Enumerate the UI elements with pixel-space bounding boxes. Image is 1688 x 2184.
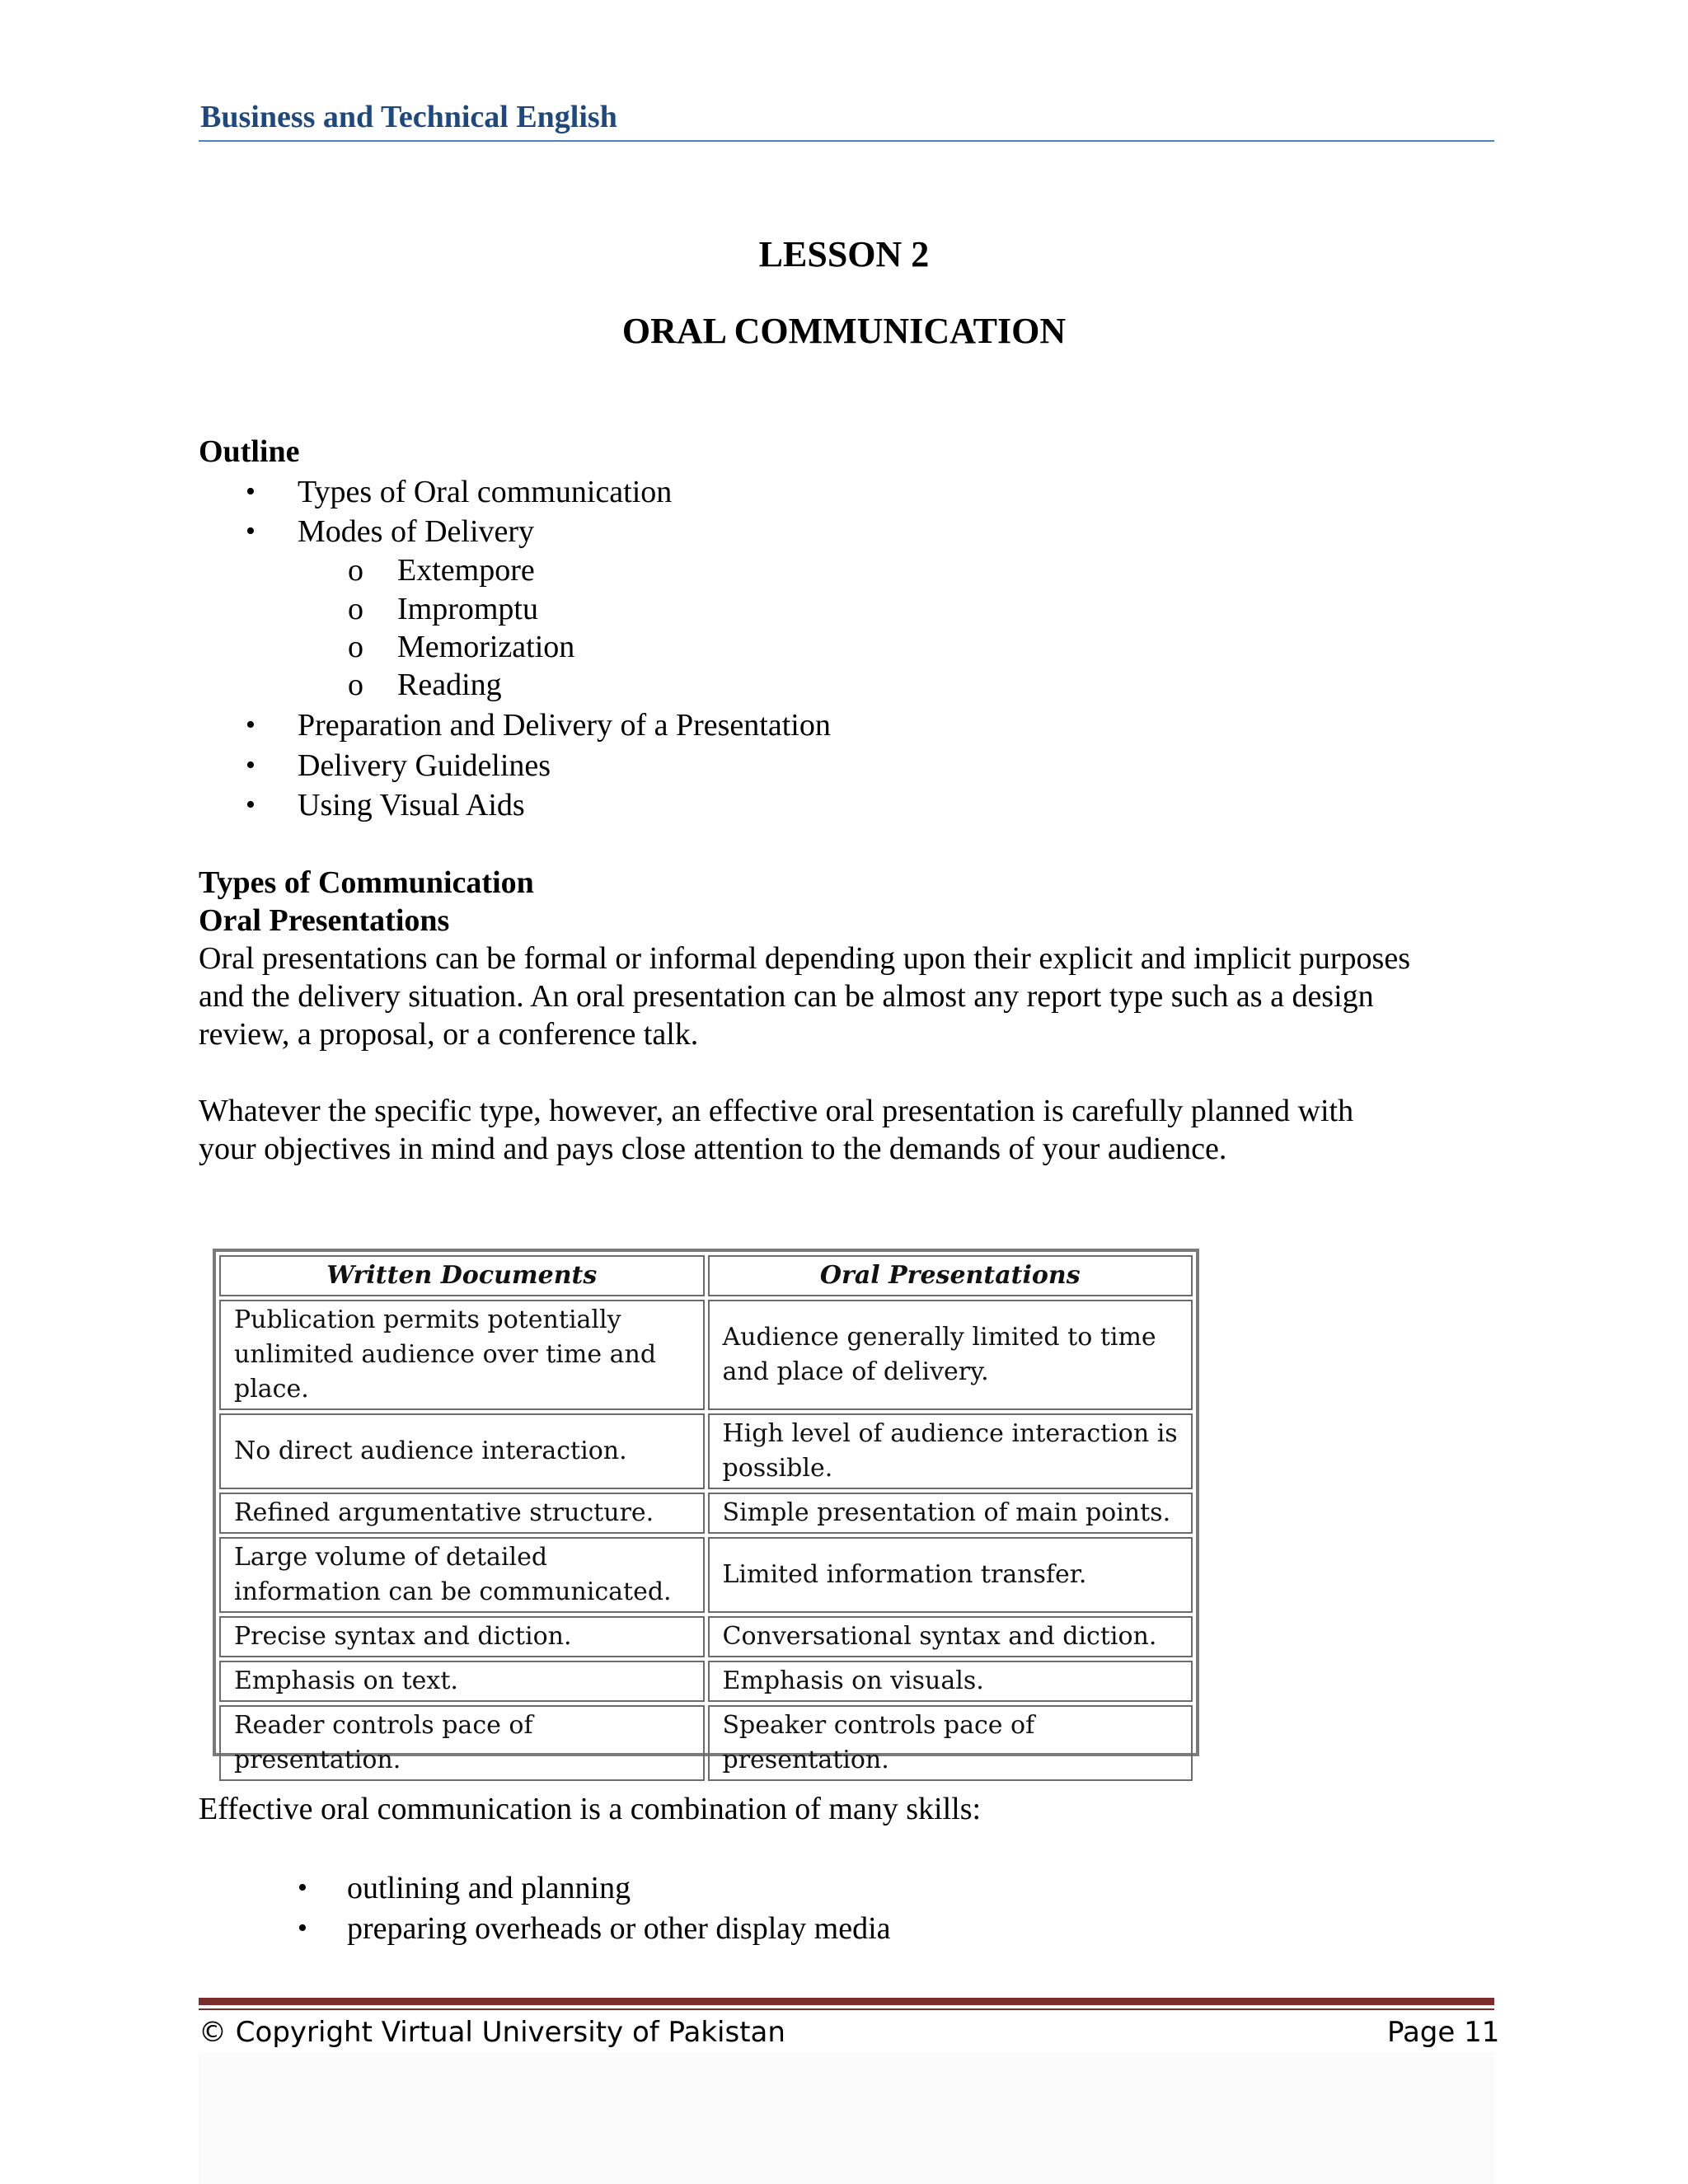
document-title: Business and Technical English [200,100,617,134]
outline-subitem: Extempore [397,553,535,588]
table-cell: Large volume of detailed information can be communicated. [219,1537,705,1613]
outline-item: Preparation and Delivery of a Presentation [298,708,831,743]
sub-bullet-icon: o [348,630,363,664]
paragraph-line: review, a proposal, or a conference talk. [199,1017,699,1052]
outline-subitem: Impromptu [397,592,538,626]
table-row [219,1705,1193,1781]
bullet-icon: • [246,476,256,507]
bullet-icon: • [298,1913,307,1943]
comparison-table [213,1249,1199,1774]
bullet-icon: • [298,1872,307,1903]
table-cell: Reader controls pace of presentation. [219,1705,705,1781]
table-cell: Refined argumentative structure. [219,1493,705,1534]
sub-bullet-icon: o [348,668,363,702]
table-cell: Simple presentation of main points. [708,1493,1193,1534]
footer-divider-thin [199,2008,1494,2010]
outline-item: Using Visual Aids [298,788,525,823]
table-row [219,1616,1193,1657]
bullet-icon: • [246,710,256,740]
sub-bullet-icon: o [348,592,363,626]
skills-item: preparing overheads or other display media [347,1911,891,1946]
paragraph-line: Whatever the specific type, however, an effective oral presentation is carefully planned with [199,1094,1354,1128]
table-cell: Conversational syntax and diction. [708,1616,1193,1657]
footer-copyright: © Copyright Virtual University of Pakistan [199,2016,785,2049]
outline-heading: Outline [199,434,300,469]
lesson-number: LESSON 2 [758,234,930,274]
table-row [219,1537,1193,1613]
skills-item: outlining and planning [347,1871,631,1905]
outline-item: Modes of Delivery [298,514,535,549]
table-cell: Publication permits potentially unlimited audience over time and place. [219,1300,705,1410]
paragraph-planning [199,1092,1501,1168]
table-cell: Speaker controls pace of presentation. [708,1705,1193,1781]
lesson-title: ORAL COMMUNICATION [621,311,1067,351]
paragraph-line: Oral presentations can be formal or informal depending upon their explicit and implicit purposes [199,941,1410,976]
table-cell: No direct audience interaction. [219,1413,705,1489]
bullet-icon: • [246,750,256,780]
table-cell: High level of audience interaction is possible. [708,1413,1193,1489]
table-row [219,1493,1193,1534]
outline-item: Delivery Guidelines [298,748,551,783]
outline-subitem: Memorization [397,630,575,664]
column-header-written: Written Documents [219,1255,705,1296]
section-subheading: Oral Presentations [199,903,450,938]
column-header-oral: Oral Presentations [708,1255,1193,1296]
table-cell: Limited information transfer. [708,1537,1193,1613]
table-row [219,1300,1193,1410]
table-row [219,1661,1193,1702]
footer-divider [199,1998,1494,2005]
table-cell: Emphasis on text. [219,1661,705,1702]
footer-margin [199,2052,1494,2184]
table-row [219,1413,1193,1489]
paragraph-oral-presentations [199,940,1501,1053]
page-header [199,97,1494,142]
table-cell: Audience generally limited to time and place of delivery. [708,1300,1193,1410]
sub-bullet-icon: o [348,553,363,588]
table-cell: Emphasis on visuals. [708,1661,1193,1702]
table-cell: Precise syntax and diction. [219,1616,705,1657]
bullet-icon: • [246,516,256,546]
paragraph-line: and the delivery situation. An oral presentation can be almost any report type such as a design [199,979,1374,1014]
skills-intro: Effective oral communication is a combination of many skills: [199,1792,982,1826]
section-heading: Types of Communication [199,865,534,900]
table-header-row [219,1255,1193,1296]
outline-item: Types of Oral communication [298,475,673,509]
bullet-icon: • [246,790,256,820]
outline-subitem: Reading [397,668,502,702]
footer-page-number: Page 11 [1387,2016,1500,2049]
paragraph-line: your objectives in mind and pays close attention to the demands of your audience. [199,1132,1227,1166]
